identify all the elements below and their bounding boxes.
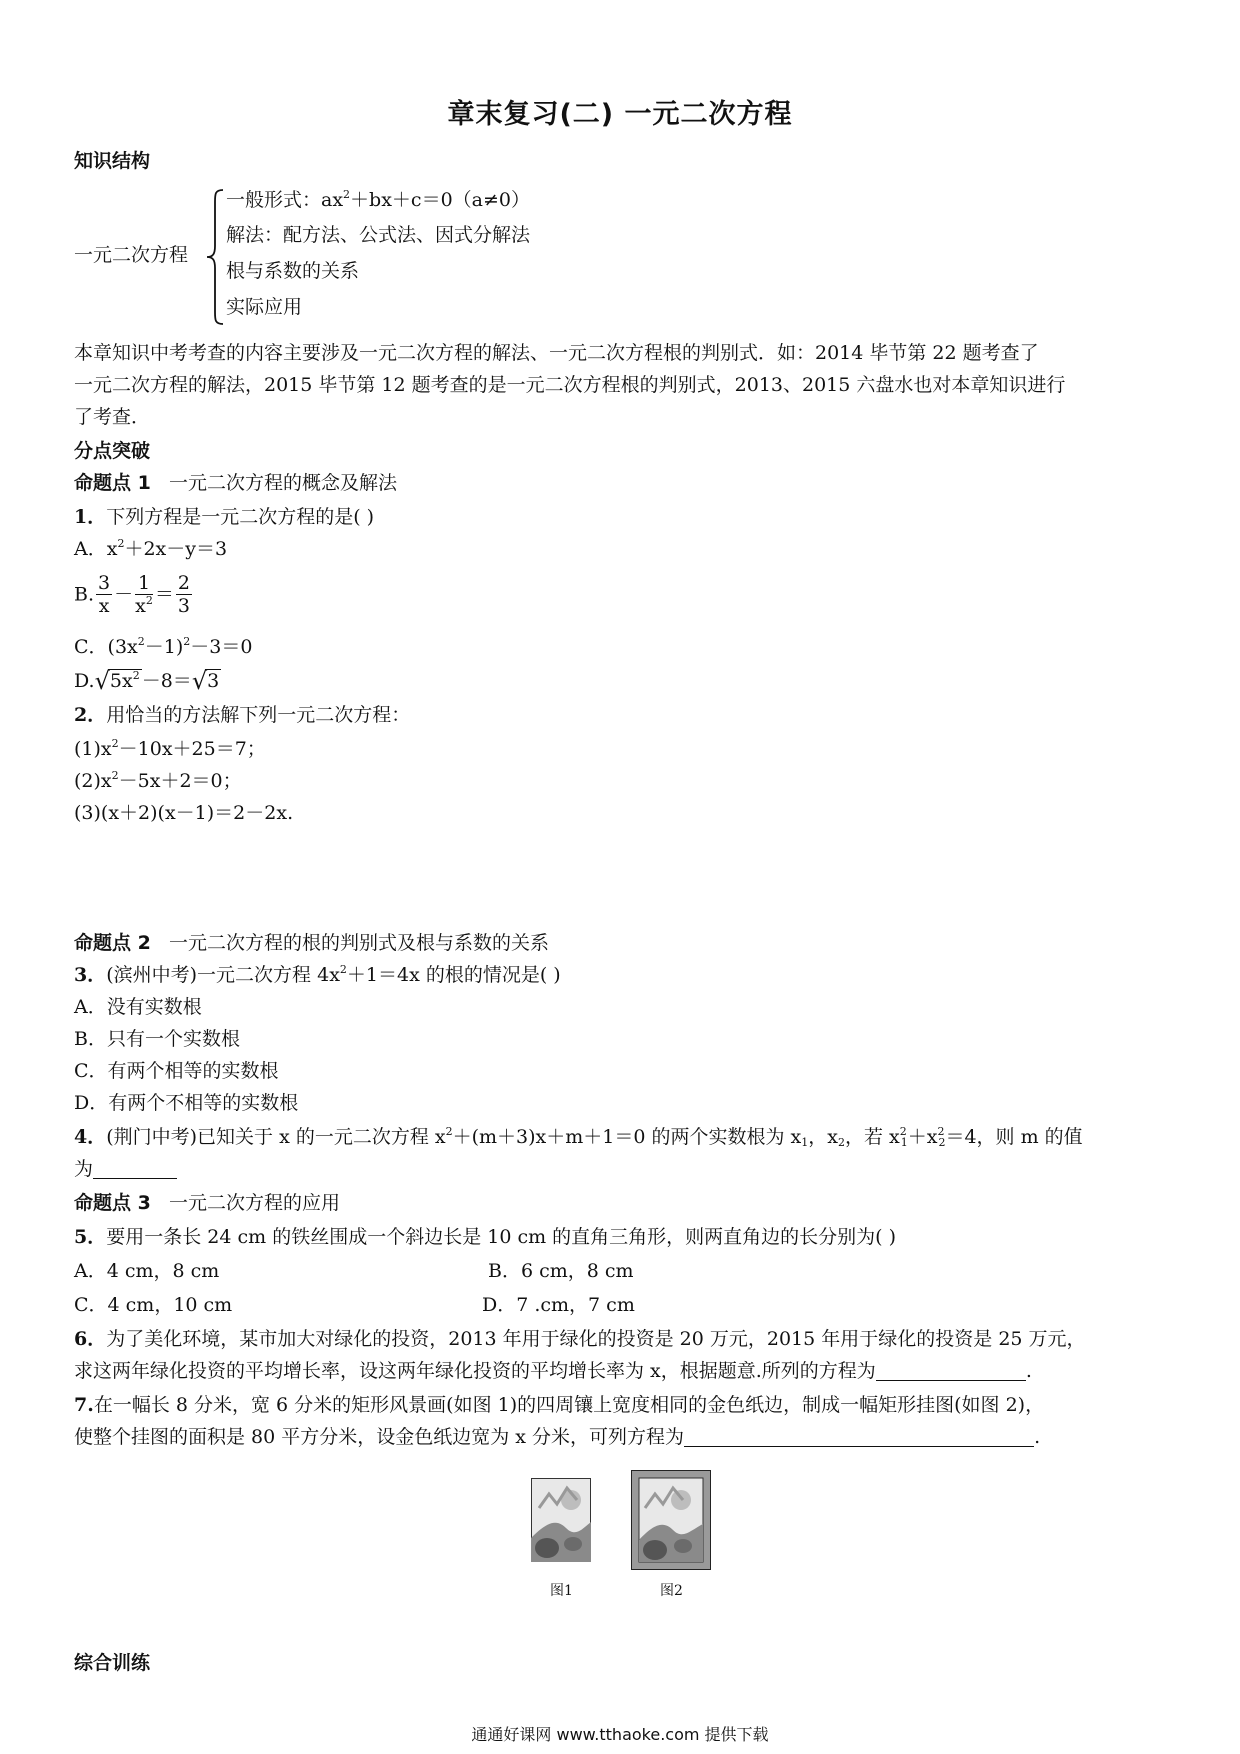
figure-1-caption: 图1 bbox=[550, 1583, 573, 1599]
question-1-option-a: A．$x^2+2x-y=3$ bbox=[74, 537, 228, 560]
footer: 通通好课网 www.tthaoke.com 提供下载 bbox=[471, 1725, 769, 1744]
question-6-line-2: 求这两年绿化投资的平均增长率，设这两年绿化投资的平均增长率为 x，根据题意.所列的方程为 . bbox=[74, 1360, 1032, 1382]
question-5-option-c: C．4 cm，10 cm bbox=[74, 1294, 233, 1316]
question-4-line-1: 4．(荆门中考)已知关于 x 的一元二次方程 $x^2+(m+3)x+m+1=0$ 的两个实数根为 $x_1$，$x_2$，若 $x^2_1+x^2_2=4$，则 m 的值 bbox=[74, 1125, 1083, 1149]
question-5-option-d: D．7 .cm，7 cm bbox=[482, 1294, 635, 1316]
question-4-line-2: 为 bbox=[74, 1156, 177, 1182]
question-7-line-2: 使整个挂图的面积是 80 平方分米，设金色纸边宽为 x 分米，可列方程为 . bbox=[74, 1426, 1041, 1448]
topic-1: 命题点 1 一元二次方程的概念及解法 bbox=[74, 472, 397, 494]
question-1-stem: 1．下列方程是一元二次方程的是( ) bbox=[74, 506, 375, 528]
question-3-stem: 3．(滨州中考)一元二次方程 $4x^2+1=4x$ 的根的情况是( ) bbox=[74, 963, 561, 986]
question-3-option-b: B．只有一个实数根 bbox=[74, 1028, 240, 1050]
structure-item-general-form: 一般形式：$ax^2+bx+c=0(a\ne 0)$ bbox=[226, 188, 530, 211]
structure-item-application: 实际应用 bbox=[226, 296, 303, 318]
answer-blank bbox=[876, 1360, 1026, 1381]
left-brace-icon bbox=[205, 188, 227, 326]
figure-2-caption: 图2 bbox=[660, 1583, 683, 1599]
topic-2: 命题点 2 一元二次方程的根的判别式及根与系数的关系 bbox=[74, 932, 549, 954]
question-6-line-1: 6．为了美化环境，某市加大对绿化的投资，2013 年用于绿化的投资是 20 万元，2015 年用于绿化的投资是 25 万元， bbox=[74, 1328, 1086, 1350]
section-comprehensive: 综合训练 bbox=[74, 1652, 151, 1674]
section-breakthrough: 分点突破 bbox=[74, 440, 151, 462]
structure-item-roots-relation: 根与系数的关系 bbox=[226, 260, 360, 282]
answer-blank bbox=[684, 1426, 1034, 1447]
figure-1-landscape-image bbox=[531, 1478, 591, 1562]
structure-item-methods: 解法：配方法、公式法、因式分解法 bbox=[226, 224, 531, 246]
intro-line-3: 了考查． bbox=[74, 406, 151, 428]
question-3-option-d: D．有两个不相等的实数根 bbox=[74, 1092, 299, 1114]
question-2-stem: 2．用恰当的方法解下列一元二次方程： bbox=[74, 704, 411, 726]
question-3-option-a: A．没有实数根 bbox=[74, 996, 202, 1018]
answer-blank bbox=[93, 1158, 177, 1179]
page-title: 章末复习(二) 一元二次方程 bbox=[447, 99, 793, 130]
structure-root: 一元二次方程 bbox=[74, 244, 189, 266]
sqrt-icon: √ bbox=[94, 667, 110, 695]
section-knowledge: 知识结构 bbox=[74, 150, 151, 172]
question-7-line-1: 7.在一幅长 8 分米，宽 6 分米的矩形风景画(如图 1)的四周镶上宽度相同的金色纸边，制成一幅矩形挂图(如图 2)， bbox=[74, 1394, 1045, 1416]
sqrt-icon: √ bbox=[191, 667, 208, 695]
figure-2-framed-image bbox=[631, 1470, 711, 1570]
intro-line-2: 一元二次方程的解法，2015 毕节第 12 题考查的是一元二次方程根的判别式，2013、2015 六盘水也对本章知识进行 bbox=[74, 374, 1066, 396]
intro-line-1: 本章知识中考考查的内容主要涉及一元二次方程的解法、一元二次方程根的判别式．如：2014 毕节第 22 题考查了 bbox=[74, 342, 1039, 364]
question-2-part-3: (3)(x＋2)(x－1)＝2－2x. bbox=[74, 802, 294, 824]
question-1-option-d: $D.√5x^2 -8=√3$ bbox=[74, 667, 220, 695]
question-3-option-c: C．有两个相等的实数根 bbox=[74, 1060, 279, 1082]
question-5-option-b: B．6 cm，8 cm bbox=[488, 1260, 634, 1282]
question-5-stem: 5．要用一条长 24 cm 的铁丝围成一个斜边长是 10 cm 的直角三角形，则两直角边的长分别为( ) bbox=[74, 1226, 897, 1248]
question-1-option-b: B. $\frac{3}{x}$ － $\frac{1}{x^2}$ ＝ $\frac{2}{3}$ bbox=[74, 572, 190, 617]
question-5-option-a: A．4 cm，8 cm bbox=[74, 1260, 220, 1282]
topic-3: 命题点 3 一元二次方程的应用 bbox=[74, 1192, 340, 1214]
question-2-part-1: $(1)x^2-10x+25=7$； bbox=[74, 737, 266, 760]
question-2-part-2: $(2)x^2-5x+2=0$； bbox=[74, 769, 242, 792]
question-1-option-c: C．$(3x^2-1)^2-3=0$ bbox=[74, 635, 253, 658]
